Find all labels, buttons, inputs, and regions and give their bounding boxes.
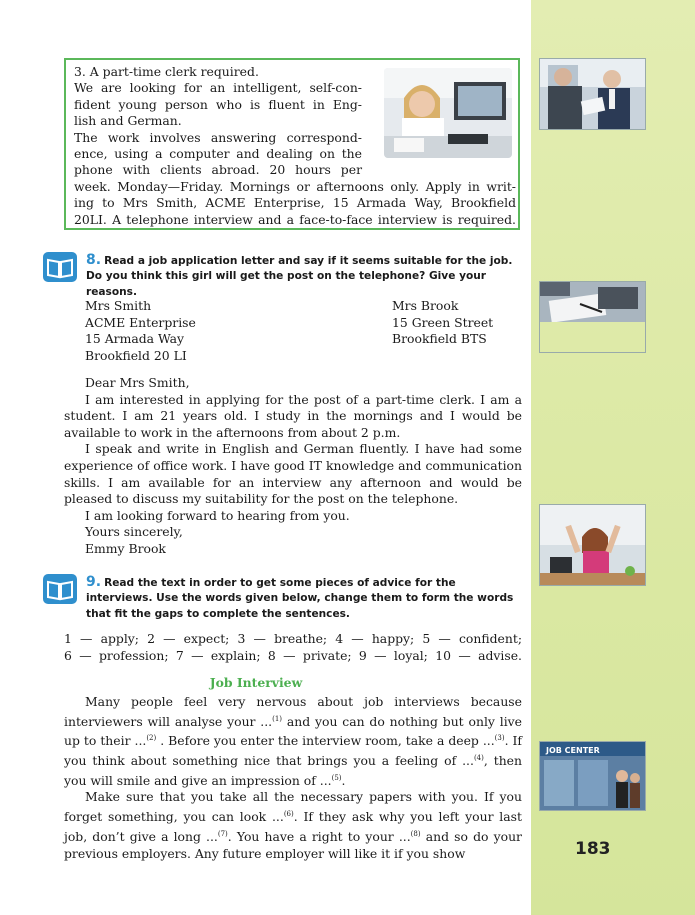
handshake-photo (539, 58, 646, 130)
word-list-line: 6 — profession; 7 — explain; 8 — private; 9 — loyal; 10 — advise. (64, 647, 522, 663)
ad-line: 20LI. A telephone interview and a face-to-face interview is required. (74, 211, 516, 227)
address-line: Mrs Smith (85, 298, 152, 313)
job-advertisement (64, 58, 520, 230)
letter-body (64, 375, 522, 558)
advertisement-text (74, 64, 518, 228)
letter-signature: Emmy Brook (85, 540, 166, 556)
task-8-instruction (86, 253, 520, 300)
ad-line: We are looking for an intelligent, self-con- (74, 80, 362, 96)
letter-paragraph: I am interested in applying for the post of a part-time clerk. I am a student. I am 21 years old. I study in the mornings and I would be available to work in the afternoons from about 2 p.m. (64, 391, 522, 440)
text-title: Job Interview (209, 675, 303, 690)
address-line: 15 Armada Way (85, 331, 185, 346)
ad-line: lish and German. (74, 113, 182, 129)
ad-line: The work involves answering correspond- (74, 129, 362, 145)
ad-line: ing to Mrs Smith, ACME Enterprise, 15 Armada Way, Brookfield (74, 195, 516, 211)
address-line: 15 Green Street (392, 314, 494, 330)
letter-paragraph: I am looking forward to hearing from you. (85, 507, 350, 523)
job-center-sign: JOB CENTER (546, 746, 600, 755)
gap-marker: (2) (146, 734, 157, 743)
letter-greeting: Dear Mrs Smith, (85, 375, 190, 390)
sender-address (392, 298, 493, 348)
address-line: Mrs Brook (392, 298, 459, 313)
ad-line: phone with clients abroad. 20 hours per (74, 162, 362, 178)
task-number: 9. (86, 574, 102, 590)
text-paragraph: Many people feel very nervous about job interviews because interviewers will analyse your ...$^{(1)}$ and you can do nothing but only live up to their ...$^{(2)}$ . Before you enter the interview room, take a deep ...$^{(3)}$. If you think about something nice that brings you a feeling of ...$^{(4)}$, then you will smile and give an impression of ...$^{(5)}$. (64, 694, 522, 788)
job-interview-text (64, 694, 522, 862)
gap-marker: (1) (272, 714, 283, 723)
gap-marker: (7) (217, 829, 228, 838)
recipient-address (85, 298, 196, 364)
book-icon (43, 574, 77, 604)
page-number: 183 (575, 839, 611, 859)
task-number: 8. (86, 252, 102, 268)
happy-woman-photo (539, 504, 646, 586)
address-line: Brookfield BTS (392, 331, 487, 346)
task-text: Read the text in order to get some pieces of advice for the interviews. Use the words given below, change them to form the words that fit the gaps to complete the sentences. (86, 577, 514, 620)
letter-closing: Yours sincerely, (85, 524, 183, 540)
word-list (64, 631, 522, 664)
book-icon (43, 252, 77, 282)
letter-paragraph: I speak and write in English and German fluently. I have had some experience of office work. I have good IT knowledge and communication skills. I am available for an interview any afternoon and would be pleased to discuss my suitability for the post on the telephone. (64, 441, 522, 507)
gap-marker: (8) (410, 829, 421, 838)
document-signing-photo (539, 281, 646, 353)
gap-marker: (6) (283, 810, 294, 819)
text-paragraph: Make sure that you take all the necessary papers with you. If you forget something, you can look ...$^{(6)}$. If they ask why you left your last job, don’t give a long ...$^{(7)}$. You have a right to your ...$^{(8)}$ and so do your previous employers. Any future employer will like it if you show (64, 789, 522, 861)
task-9-instruction (86, 575, 520, 622)
job-center-photo (539, 741, 646, 811)
gap-marker: (3) (494, 734, 505, 743)
gap-marker: (5) (331, 773, 342, 782)
ad-line: fident young person who is fluent in Eng- (74, 96, 362, 112)
task-text: Read a job application letter and say if it seems suitable for the job. Do you think this girl will get the post on the telephone? Give your reasons. (86, 255, 513, 298)
gap-marker: (4) (473, 754, 484, 763)
address-line: ACME Enterprise (85, 314, 196, 330)
ad-line: ence, using a computer and dealing on the (74, 146, 362, 162)
ad-line: 3. A part-time clerk required. (74, 64, 259, 79)
address-line: Brookfield 20 LI (85, 347, 187, 363)
word-list-line: 1 — apply; 2 — expect; 3 — breathe; 4 — happy; 5 — confident; (64, 631, 522, 646)
ad-line: week. Monday—Friday. Mornings or afternoons only. Apply in writ- (74, 178, 516, 194)
